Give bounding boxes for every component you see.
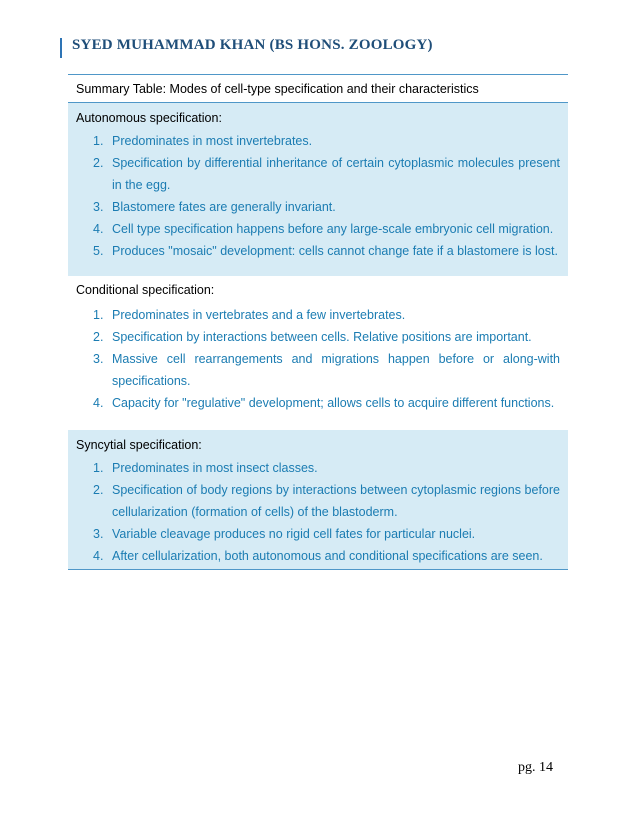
list-text: Specification of body regions by interactions between cytoplasmic regions before cellularization (formation of cells) of the blastoderm.	[112, 483, 560, 519]
section-autonomous	[68, 103, 568, 276]
list-text: Produces "mosaic" development: cells cannot change fate if a blastomere is lost.	[112, 244, 558, 258]
autonomous-list	[76, 130, 560, 262]
list-text: Blastomere fates are generally invariant.	[112, 200, 336, 214]
list-number: 5.	[93, 244, 104, 258]
list-item	[76, 240, 560, 262]
list-text: Predominates in most insect classes.	[112, 461, 318, 475]
list-number: 1.	[93, 308, 104, 322]
list-text: After cellularization, both autonomous and conditional specifications are seen.	[112, 549, 543, 563]
list-text: Specification by differential inheritance of certain cytoplasmic molecules present in the egg.	[112, 156, 560, 192]
list-text: Variable cleavage produces no rigid cell fates for particular nuclei.	[112, 527, 476, 541]
header-accent-bar	[60, 38, 62, 58]
list-text: Massive cell rearrangements and migrations happen before or along-with specifications.	[112, 352, 560, 388]
list-number: 2.	[93, 156, 104, 170]
list-item	[76, 326, 560, 348]
list-number: 3.	[93, 200, 104, 214]
list-item	[76, 457, 560, 479]
list-text: Cell type specification happens before any large-scale embryonic cell migration.	[112, 222, 554, 236]
list-number: 4.	[93, 222, 104, 236]
syncytial-list	[76, 457, 560, 567]
section-title: Autonomous specification:	[76, 111, 222, 125]
list-item	[76, 479, 560, 523]
list-item	[76, 348, 560, 392]
list-item	[76, 218, 560, 240]
list-item	[76, 152, 560, 196]
list-number: 3.	[93, 527, 104, 541]
list-number: 3.	[93, 352, 104, 366]
section-syncytial	[68, 430, 568, 569]
list-item	[76, 196, 560, 218]
list-number: 2.	[93, 330, 104, 344]
list-number: 4.	[93, 549, 104, 563]
section-title: Conditional specification:	[76, 283, 215, 297]
list-item	[76, 392, 560, 414]
list-number: 1.	[93, 461, 104, 475]
list-item	[76, 130, 560, 152]
list-text: Capacity for "regulative" development; allows cells to acquire different functions.	[112, 396, 555, 410]
page-header: SYED MUHAMMAD KHAN (BS HONS. ZOOLOGY)	[72, 37, 433, 53]
list-number: 2.	[93, 483, 104, 497]
list-number: 4.	[93, 396, 104, 410]
table-title: Summary Table: Modes of cell-type specification and their characteristics	[68, 75, 568, 103]
list-item	[76, 523, 560, 545]
list-text: Predominates in vertebrates and a few invertebrates.	[112, 308, 406, 322]
list-text: Specification by interactions between cells. Relative positions are important.	[112, 330, 532, 344]
conditional-list	[76, 304, 560, 414]
section-conditional	[68, 276, 568, 430]
list-text: Predominates in most invertebrates.	[112, 134, 313, 148]
list-item	[76, 304, 560, 326]
summary-table	[68, 74, 568, 570]
page-number: pg. 14	[518, 760, 553, 775]
list-item	[76, 545, 560, 567]
list-number: 1.	[93, 134, 104, 148]
section-title: Syncytial specification:	[76, 438, 202, 452]
